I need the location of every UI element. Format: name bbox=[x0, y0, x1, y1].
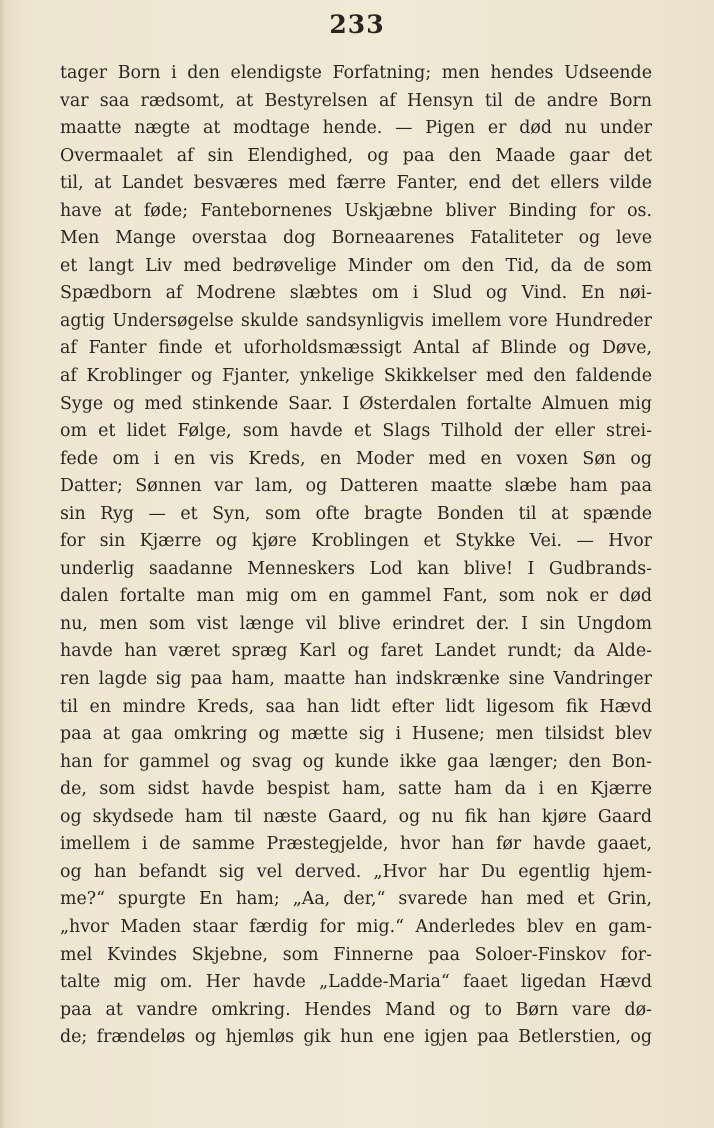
page-number: 233 bbox=[329, 10, 385, 39]
text-line: til, at Landet besværes med færre Fanter, end det ellers vilde bbox=[60, 173, 652, 194]
text-line: og han befandt sig vel derved. „Hvor har Du egentlig hjem- bbox=[60, 861, 652, 882]
page-spine-shadow bbox=[0, 0, 6, 1128]
text-line: Men Mange overstaa dog Borneaarenes Fataliteter og leve bbox=[60, 228, 652, 249]
text-line: de, som sidst havde bespist ham, satte ham da i en Kjærre bbox=[60, 779, 652, 800]
text-line: have at føde; Fantebornenes Uskjæbne bliver Binding for os. bbox=[60, 200, 652, 221]
text-line: paa at vandre omkring. Hendes Mand og to Børn vare dø- bbox=[60, 999, 652, 1020]
text-line: talte mig om. Her havde „Ladde-Maria“ faaet ligedan Hævd bbox=[60, 972, 652, 993]
text-line: Syge og med stinkende Saar. I Østerdalen fortalte Almuen mig bbox=[60, 393, 652, 414]
text-line: nu, men som vist længe vil blive erindret der. I sin Ungdom bbox=[60, 613, 652, 634]
text-line: de; frændeløs og hjemløs gik hun ene igjen paa Betlerstien, og bbox=[60, 1027, 652, 1048]
text-line: af Kroblinger og Fjanter, ynkelige Skikkelser med den faldende bbox=[60, 366, 652, 387]
text-line: havde han været spræg Karl og faret Landet rundt; da Alde- bbox=[60, 641, 652, 662]
text-line: var saa rædsomt, at Bestyrelsen af Hensyn til de andre Born bbox=[60, 90, 652, 111]
body-text bbox=[60, 60, 652, 1052]
text-line: om et lidet Følge, som havde et Slags Tilhold der eller strei- bbox=[60, 421, 652, 442]
text-line: for sin Kjærre og kjøre Kroblingen et Stykke Vei. — Hvor bbox=[60, 531, 652, 552]
text-line: ren lagde sig paa ham, maatte han indskrænke sine Vandringer bbox=[60, 669, 652, 690]
text-line: til en mindre Kreds, saa han lidt efter lidt ligesom fik Hævd bbox=[60, 696, 652, 717]
text-line: tager Born i den elendigste Forfatning; men hendes Udseende bbox=[60, 63, 652, 83]
text-line: mel Kvindes Skjebne, som Finnerne paa Soloer-Finskov for- bbox=[60, 944, 652, 965]
text-line: imellem i de samme Præstegjelde, hvor han før havde gaaet, bbox=[60, 834, 652, 855]
text-line: og skydsede ham til næste Gaard, og nu fik han kjøre Gaard bbox=[60, 806, 652, 827]
text-line: paa at gaa omkring og mætte sig i Husene; men tilsidst blev bbox=[60, 724, 652, 745]
text-line: dalen fortalte man mig om en gammel Fant, som nok er død bbox=[60, 586, 652, 607]
text-line: fede om i en vis Kreds, en Moder med en voxen Søn og bbox=[60, 448, 652, 469]
text-line: et langt Liv med bedrøvelige Minder om den Tid, da de som bbox=[60, 255, 652, 276]
text-line: Spædborn af Modrene slæbtes om i Slud og Vind. En nøi- bbox=[60, 283, 652, 304]
text-line: af Fanter finde et uforholdsmæssigt Antal af Blinde og Døve, bbox=[60, 338, 652, 359]
text-line: underlig saadanne Menneskers Lod kan blive! I Gudbrands- bbox=[60, 558, 652, 579]
text-line: han for gammel og svag og kunde ikke gaa længer; den Bon- bbox=[60, 751, 652, 772]
text-line: sin Ryg — et Syn, som ofte bragte Bonden til at spænde bbox=[60, 503, 652, 524]
text-line: Overmaalet af sin Elendighed, og paa den Maade gaar det bbox=[60, 145, 652, 166]
text-line: „hvor Maden staar færdig for mig.“ Anderledes blev en gam- bbox=[60, 916, 652, 937]
text-line: me?“ spurgte En ham; „Aa, der,“ svarede han med et Grin, bbox=[60, 889, 652, 910]
text-line: maatte nægte at modtage hende. — Pigen er død nu under bbox=[60, 118, 652, 139]
text-line: agtig Undersøgelse skulde sandsynligvis imellem vore Hundreder bbox=[60, 310, 652, 331]
text-line: Datter; Sønnen var lam, og Datteren maatte slæbe ham paa bbox=[60, 476, 652, 497]
